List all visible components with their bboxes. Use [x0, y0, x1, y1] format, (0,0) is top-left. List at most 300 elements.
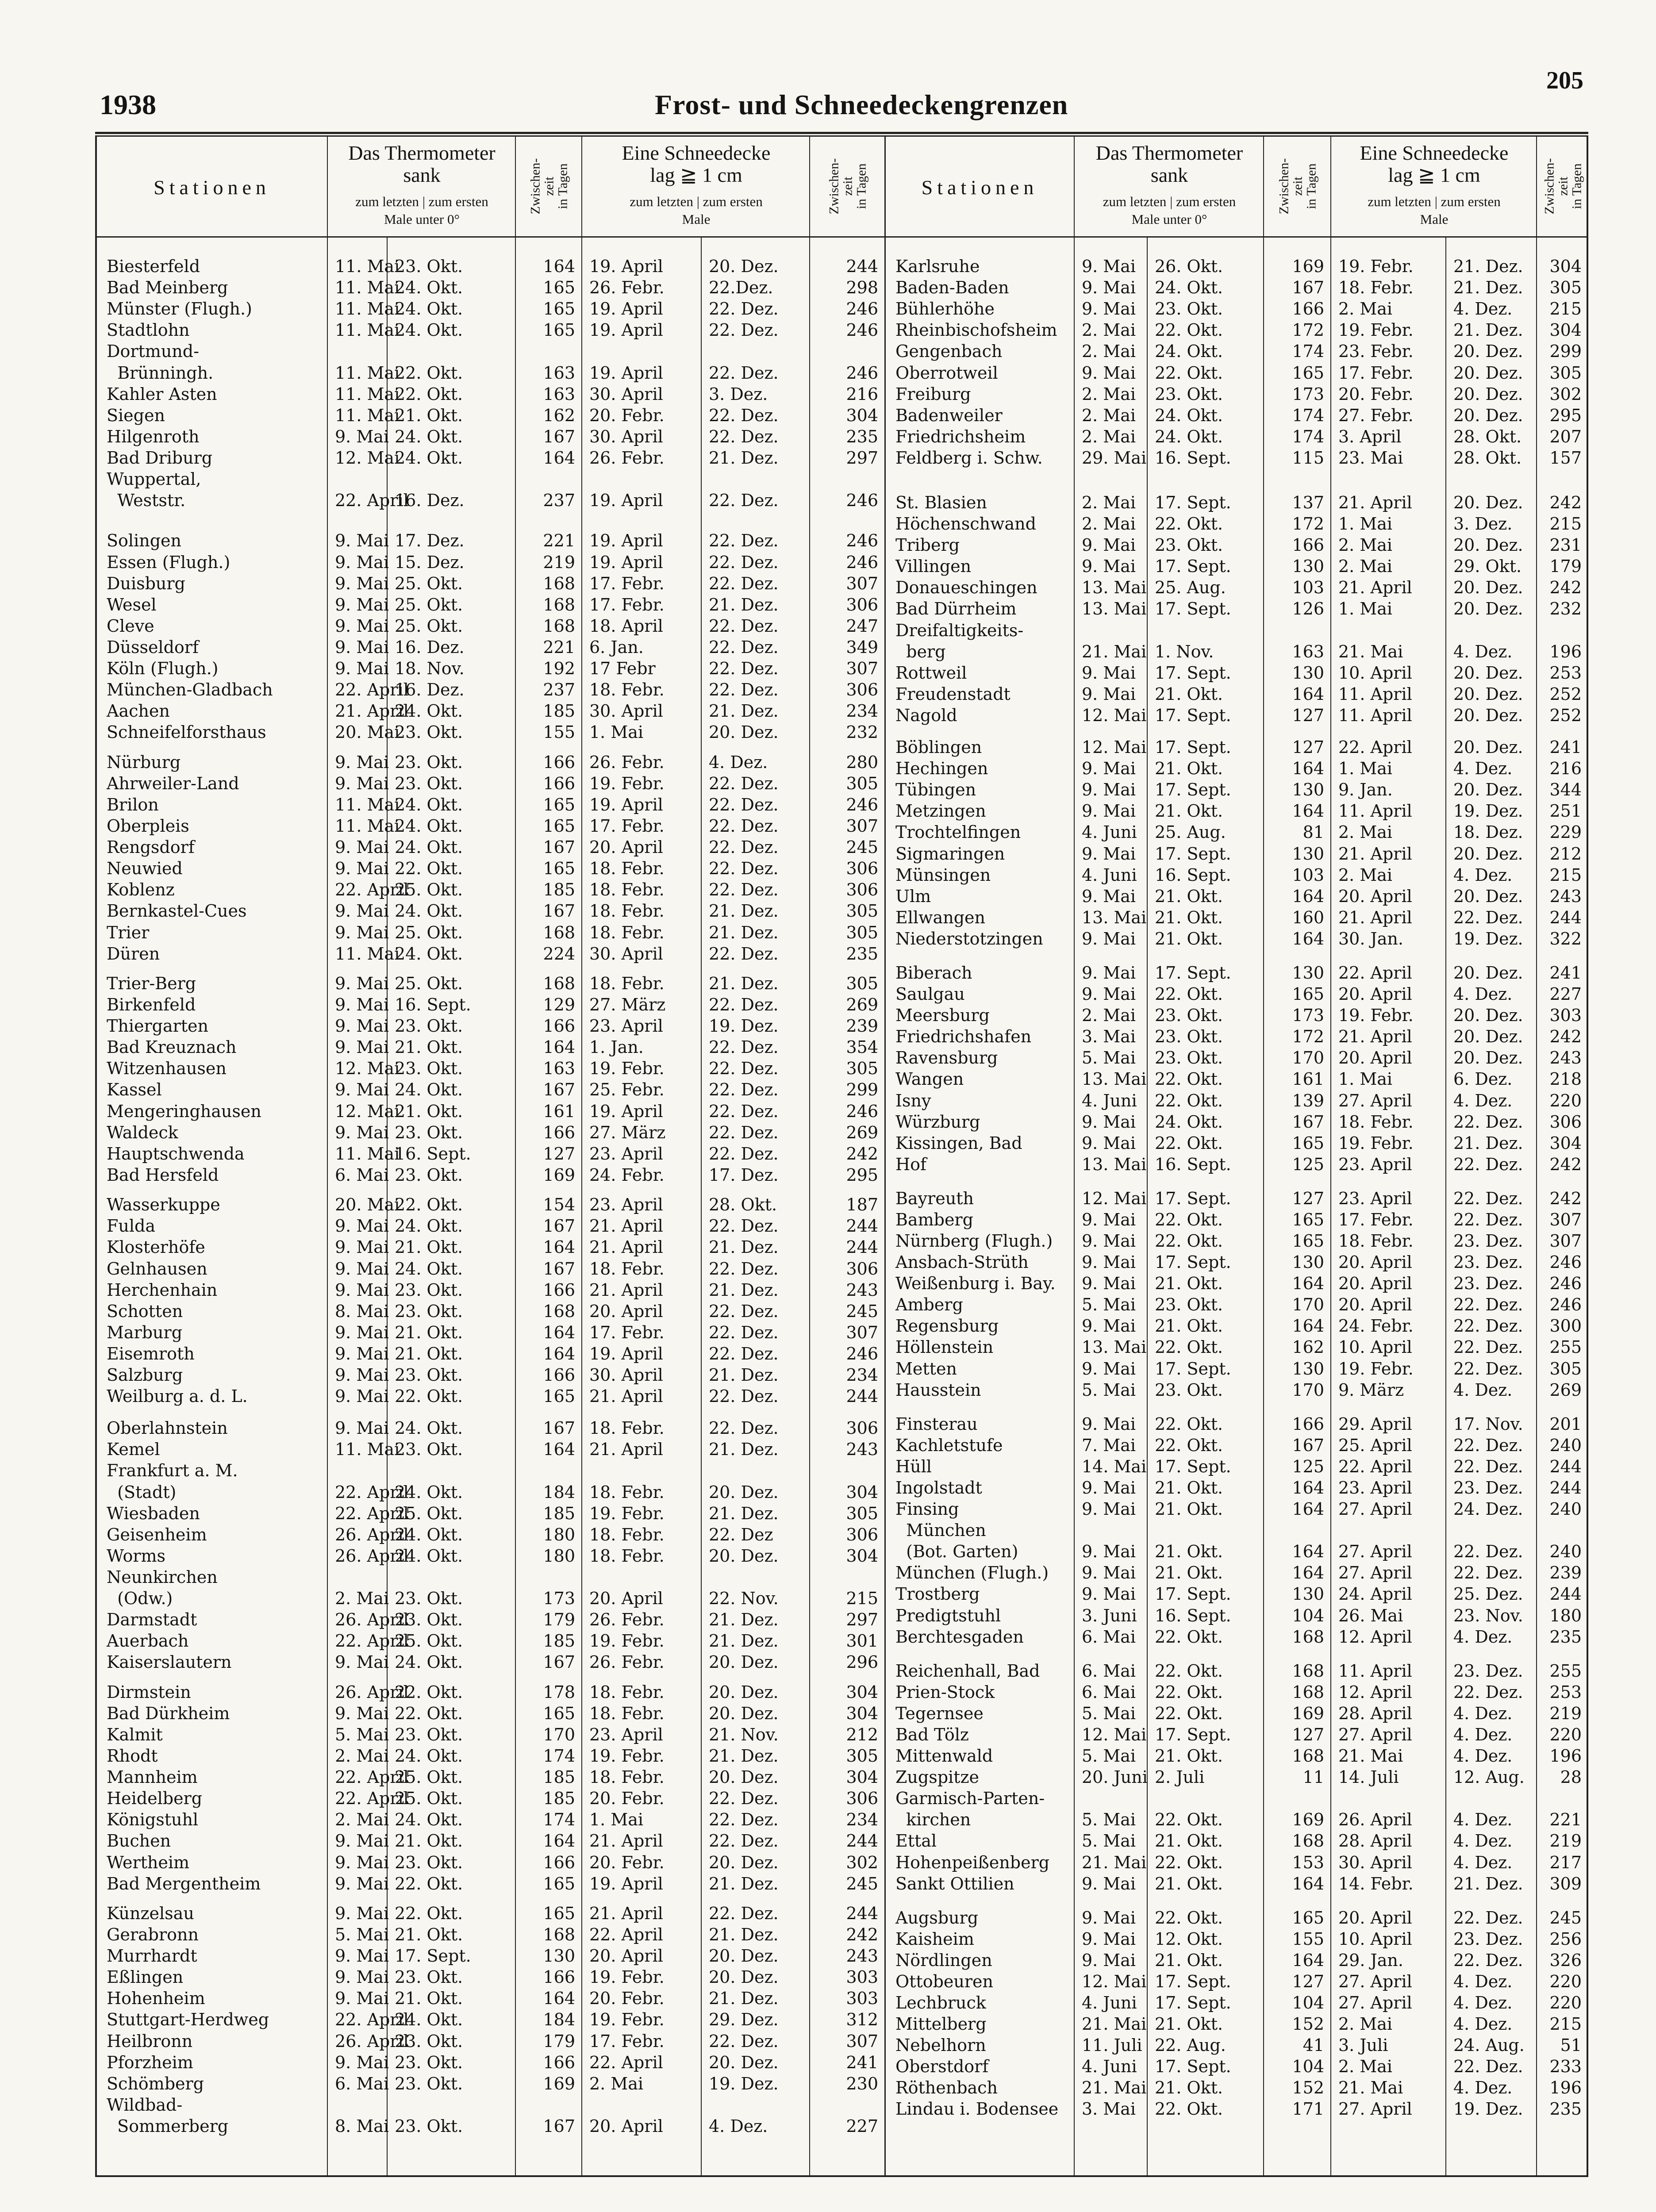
frost-free-days: 172 — [1292, 514, 1324, 534]
thermo-first: 22. Okt. — [1155, 1337, 1223, 1357]
col-divider: | — [693, 194, 703, 209]
station-name: Saulgau — [895, 984, 965, 1004]
table-row — [97, 995, 884, 1015]
station-name: Marburg — [107, 1322, 183, 1342]
snow-free-days: 246 — [1549, 1252, 1582, 1272]
snow-free-days: 302 — [1549, 384, 1582, 404]
snow-last: 18. Febr. — [589, 901, 665, 921]
thermo-last: 26. April — [335, 1546, 409, 1566]
snow-first: 22. Dez. — [1453, 1563, 1523, 1583]
frost-free-days: 154 — [543, 1195, 575, 1215]
snow-free-days: 247 — [846, 616, 878, 636]
frost-free-days: 164 — [543, 1344, 575, 1363]
table-row — [97, 837, 884, 858]
snow-last: 20. April — [589, 837, 663, 857]
station-name: Bad Kreuznach — [107, 1037, 237, 1057]
snow-free-days: 243 — [1549, 886, 1582, 906]
station-name: München (Flugh.) — [895, 1563, 1049, 1583]
station-name: Höchenschwand — [895, 514, 1036, 534]
snow-first: 22. Dez. — [1453, 1682, 1523, 1702]
frost-free-days: 166 — [543, 1852, 575, 1872]
thermo-last: 22. April — [335, 1631, 409, 1651]
thermo-last: 8. Mai — [335, 2116, 389, 2136]
table-row — [97, 595, 884, 615]
station-name: Essen (Flugh.) — [107, 552, 231, 572]
thermo-last: 3. Juni — [1082, 1605, 1137, 1625]
snow-last: 20. Febr. — [589, 1852, 665, 1872]
station-name: Sankt Ottilien — [895, 1874, 1014, 1893]
station-name: Wildbad- — [107, 2095, 183, 2115]
station-name: Herchenhain — [107, 1280, 218, 1300]
frost-free-days: 164 — [543, 257, 575, 276]
thermo-last: 9. Mai — [1082, 1542, 1136, 1562]
thermo-last: 9. Mai — [335, 837, 389, 857]
snow-free-days: 234 — [846, 1810, 878, 1830]
table-row — [886, 844, 1588, 864]
thermo-first: 22. Okt. — [1155, 984, 1223, 1004]
snow-last: 19. April — [589, 552, 663, 572]
snow-free-days: 244 — [846, 1386, 878, 1406]
thermo-last: 9. Mai — [1082, 1231, 1136, 1251]
thermo-last: 9. Mai — [335, 1418, 389, 1438]
table-row — [886, 1788, 1588, 1809]
thermo-last: 22. April — [335, 1789, 409, 1809]
snow-last: 12. April — [1338, 1627, 1412, 1647]
snow-first: 21. Dez. — [709, 448, 779, 468]
station-name: Wertheim — [107, 1852, 190, 1872]
snow-last: 1. Mai — [589, 722, 644, 742]
frost-free-days: 153 — [1292, 1852, 1324, 1872]
frost-free-days: 174 — [543, 1810, 575, 1830]
snow-last: 20. April — [1338, 886, 1412, 906]
thermo-last: 2. Mai — [1082, 405, 1136, 425]
snow-free-days: 307 — [846, 1322, 878, 1342]
thermo-first: 23. Okt. — [395, 1365, 463, 1385]
snow-free-days: 196 — [1549, 641, 1582, 661]
thermo-last: 5. Mai — [335, 1724, 389, 1744]
thermo-first: 22. Okt. — [1155, 1414, 1223, 1434]
thermo-first: 17. Sept. — [1155, 1359, 1231, 1379]
snow-free-days: 297 — [846, 1610, 878, 1630]
snow-first: 20. Dez. — [1453, 663, 1523, 683]
snow-free-days: 201 — [1549, 1414, 1582, 1434]
table-row — [97, 1301, 884, 1322]
frost-free-days: 164 — [1292, 801, 1324, 821]
snow-first: 18. Dez. — [1453, 822, 1523, 842]
thermometer-male: Male unter 0° — [384, 211, 460, 227]
station-name: Münster (Flugh.) — [107, 299, 252, 319]
snow-first: 4. Dez. — [1453, 1703, 1513, 1723]
frost-free-days: 164 — [1292, 886, 1324, 906]
snow-first: 20. Dez. — [1453, 1027, 1523, 1047]
snow-free-days: 312 — [846, 2010, 878, 2030]
snow-free-days: 246 — [846, 795, 878, 814]
snow-free-days: 322 — [1549, 929, 1582, 949]
table-row — [886, 907, 1588, 928]
thermo-last: 9. Mai — [1082, 1210, 1136, 1229]
thermo-last: 9. Mai — [335, 1080, 389, 1100]
snow-free-days: 179 — [1549, 557, 1582, 576]
station-name: Siegen — [107, 405, 165, 425]
thermo-first: 16. Sept. — [1155, 448, 1231, 468]
snow-last: 19. April — [589, 795, 663, 814]
station-name: Dreifaltigkeits- — [895, 620, 1024, 640]
snow-last: 27. April — [1338, 1563, 1412, 1583]
frost-free-days: 173 — [1292, 1006, 1324, 1025]
thermo-last: 22. April — [335, 1767, 409, 1787]
thermo-first: 23. Okt. — [1155, 1295, 1223, 1315]
station-name: Nördlingen — [895, 1950, 992, 1970]
table-row — [97, 1165, 884, 1186]
col-zum-ersten: zum ersten — [428, 194, 488, 209]
thermo-first: 16. Sept. — [395, 995, 471, 1015]
table-row — [97, 858, 884, 879]
frost-free-days: 166 — [543, 1122, 575, 1142]
table-row — [97, 1439, 884, 1460]
snow-free-days: 246 — [846, 531, 878, 551]
snow-last: 19. April — [589, 363, 663, 383]
snow-first: 20. Dez. — [1453, 737, 1523, 757]
thermo-last: 11. Mai — [335, 795, 400, 814]
thermo-last: 9. Mai — [335, 995, 389, 1015]
table-row — [97, 405, 884, 426]
station-name: Triberg — [895, 535, 960, 555]
thermo-last: 9. Mai — [1082, 299, 1136, 319]
station-name: Kachletstufe — [895, 1435, 1003, 1455]
thermo-first: 22. Okt. — [1155, 363, 1223, 383]
snow-first: 4. Dez. — [709, 752, 768, 772]
col-zum-ersten: zum ersten — [1441, 194, 1501, 209]
table-row — [97, 1101, 884, 1122]
frost-free-days: 178 — [543, 1682, 575, 1702]
snow-first: 4. Dez. — [1453, 865, 1513, 885]
thermo-last: 9. Mai — [1082, 1584, 1136, 1604]
thermo-first: 22. Aug. — [1155, 2035, 1226, 2055]
snow-free-days: 234 — [846, 701, 878, 721]
snow-first: 22. Dez. — [709, 1144, 779, 1164]
snow-free-days: 344 — [1549, 780, 1582, 800]
snow-first: 4. Dez. — [1453, 2014, 1513, 2034]
thermo-first: 17. Sept. — [1155, 705, 1231, 725]
snow-first: 4. Dez. — [1453, 1971, 1513, 1991]
table-row — [886, 1133, 1588, 1154]
frost-free-days: 127 — [543, 1144, 575, 1164]
thermo-first: 25. Okt. — [395, 973, 463, 993]
thermo-first: 24. Okt. — [1155, 342, 1223, 361]
thermo-last: 9. Mai — [1082, 257, 1136, 276]
thermometer-subtitle: sank — [1150, 164, 1188, 186]
thermo-first: 23. Okt. — [395, 1280, 463, 1300]
snow-last: 27. April — [1338, 1971, 1412, 1991]
snow-first: 22. Dez. — [709, 1344, 779, 1363]
schneedecke-male: Male — [682, 211, 711, 227]
snow-last: 19. Febr. — [589, 2010, 665, 2030]
station-name: Thiergarten — [107, 1016, 209, 1036]
snow-free-days: 244 — [846, 1831, 878, 1851]
snow-last: 21. Mai — [1338, 641, 1403, 661]
frost-free-days: 139 — [1292, 1091, 1324, 1110]
snow-first: 21. Nov. — [709, 1724, 779, 1744]
frost-free-days: 185 — [543, 1789, 575, 1809]
station-name: Stuttgart-Herdweg — [107, 2010, 269, 2030]
snow-first: 22. Dez. — [709, 680, 779, 700]
snow-free-days: 235 — [846, 426, 878, 446]
thermo-first: 24. Okt. — [395, 278, 463, 298]
snow-free-days: 241 — [1549, 963, 1582, 983]
thermo-last: 13. Mai — [1082, 1154, 1147, 1174]
station-name: Predigtstuhl — [895, 1605, 1001, 1625]
snow-first: 4. Dez. — [1453, 1380, 1513, 1400]
snow-free-days: 187 — [846, 1195, 878, 1215]
frost-free-days: 170 — [1292, 1048, 1324, 1068]
thermo-first: 22. Okt. — [395, 363, 463, 383]
station-name: Reichenhall, Bad — [895, 1661, 1040, 1681]
snow-free-days: 246 — [846, 299, 878, 319]
snow-first: 23. Nov. — [1453, 1605, 1523, 1625]
snow-last: 18. Febr. — [589, 1546, 665, 1566]
thermo-first: 23. Okt. — [395, 2116, 463, 2136]
thermo-last: 9. Mai — [335, 1322, 389, 1342]
table-row — [886, 886, 1588, 907]
station-name: Sommerberg — [107, 2116, 229, 2136]
snow-first: 20. Dez. — [709, 1967, 779, 1987]
thermo-first: 22. Okt. — [1155, 1133, 1223, 1153]
table-row — [97, 1988, 884, 2009]
snow-first: 22. Dez. — [1453, 1456, 1523, 1476]
table-row — [886, 514, 1588, 534]
thermo-first: 23. Okt. — [1155, 1048, 1223, 1068]
frost-free-days: 164 — [543, 1440, 575, 1459]
snow-free-days: 216 — [1549, 759, 1582, 779]
header-schneedecke — [1330, 137, 1537, 236]
thermo-last: 7. Mai — [1082, 1435, 1136, 1455]
snow-first: 22. Dez. — [709, 1259, 779, 1279]
snow-first: 22. Dez. — [709, 995, 779, 1015]
table-row — [886, 1874, 1588, 1894]
snow-last: 19. April — [589, 299, 663, 319]
thermo-last: 11. Mai — [335, 363, 400, 383]
station-name: Prien-Stock — [895, 1682, 995, 1702]
table-row — [97, 1746, 884, 1767]
snow-last: 20. Febr. — [589, 1789, 665, 1809]
thermo-last: 2. Mai — [335, 1746, 389, 1766]
snow-last: 19. Febr. — [589, 1059, 665, 1079]
thermo-first: 22. Okt. — [1155, 1908, 1223, 1928]
thermo-first: 23. Okt. — [395, 1967, 463, 1987]
snow-free-days: 306 — [846, 1259, 878, 1279]
snow-first: 6. Dez. — [1453, 1069, 1513, 1089]
snow-last: 2. Mai — [1338, 822, 1393, 842]
frost-free-days: 165 — [1292, 1231, 1324, 1251]
thermo-last: 20. Juni — [1082, 1767, 1148, 1787]
thermo-first: 23. Okt. — [395, 1852, 463, 1872]
header-zwischenzeit-schnee — [809, 137, 885, 236]
snow-free-days: 298 — [846, 278, 878, 298]
thermo-last: 2. Mai — [335, 1810, 389, 1830]
frost-free-days: 173 — [543, 1589, 575, 1609]
frost-free-days: 130 — [1292, 1359, 1324, 1379]
frost-free-days: 166 — [543, 752, 575, 772]
snow-first: 20. Dez. — [709, 1482, 779, 1502]
thermo-first: 21. Okt. — [1155, 1746, 1223, 1766]
snow-last: 20. April — [589, 1589, 663, 1609]
thermometer-columns — [1075, 194, 1264, 209]
frost-free-days: 163 — [1292, 641, 1324, 661]
thermo-last: 9. Mai — [335, 1037, 389, 1057]
snow-free-days: 243 — [846, 1946, 878, 1966]
station-name: Darmstadt — [107, 1610, 197, 1630]
station-name: Isny — [895, 1091, 931, 1110]
snow-last: 30. April — [589, 426, 663, 446]
frost-free-days: 167 — [543, 1216, 575, 1236]
snow-last: 27. März — [589, 995, 666, 1015]
frost-free-days: 221 — [543, 637, 575, 657]
table-row — [886, 1661, 1588, 1682]
snow-last: 19. April — [589, 531, 663, 551]
col-zum-letzten: zum letzten — [1103, 194, 1167, 209]
snow-free-days: 51 — [1560, 2035, 1582, 2055]
station-name: Heidelberg — [107, 1789, 203, 1809]
snow-last: 19. Febr. — [589, 1967, 665, 1987]
table-row — [886, 1929, 1588, 1950]
frost-free-days: 168 — [543, 922, 575, 942]
table-row — [886, 963, 1588, 983]
thermo-first: 24. Okt. — [1155, 1112, 1223, 1132]
station-name: Worms — [107, 1546, 166, 1566]
thermo-last: 13. Mai — [1082, 578, 1147, 598]
table-row — [97, 616, 884, 637]
snow-last: 23. April — [1338, 1188, 1412, 1208]
station-name: Wuppertal, — [107, 469, 201, 489]
table-row — [886, 363, 1588, 384]
frost-free-days: 130 — [1292, 844, 1324, 864]
snow-first: 20. Dez. — [1453, 492, 1523, 512]
snow-last: 27. April — [1338, 1724, 1412, 1744]
snow-first: 4. Dez. — [1453, 1852, 1513, 1872]
frost-free-days: 130 — [1292, 780, 1324, 800]
snow-first: 21. Dez. — [709, 595, 779, 614]
station-name: Bad Meinberg — [107, 278, 228, 298]
station-name: Kassel — [107, 1080, 162, 1100]
table-row — [886, 1456, 1588, 1477]
snow-first: 4. Dez. — [1453, 641, 1513, 661]
thermo-first: 21. Okt. — [1155, 2078, 1223, 2098]
snow-first: 4. Dez. — [1453, 1724, 1513, 1744]
snow-free-days: 196 — [1549, 1746, 1582, 1766]
snow-first: 21. Dez. — [1453, 1874, 1523, 1893]
thermo-last: 9. Mai — [335, 859, 389, 879]
snow-first: 20. Dez. — [709, 1852, 779, 1872]
snow-first: 21. Dez. — [709, 1280, 779, 1300]
snow-last: 19. April — [589, 1874, 663, 1893]
snow-free-days: 215 — [1549, 514, 1582, 534]
frost-free-days: 168 — [1292, 1746, 1324, 1766]
frost-free-days: 167 — [1292, 1435, 1324, 1455]
snow-free-days: 296 — [846, 1652, 878, 1672]
snow-first: 23. Dez. — [1453, 1274, 1523, 1294]
snow-first: 23. Dez. — [1453, 1252, 1523, 1272]
snow-first: 22. Dez. — [709, 1080, 779, 1100]
table-row — [97, 2116, 884, 2137]
thermo-last: 21. April — [335, 701, 409, 721]
frost-free-days: 127 — [1292, 1188, 1324, 1208]
thermo-last: 12. Mai — [1082, 1724, 1147, 1744]
table-row — [97, 773, 884, 794]
snow-first: 21. Dez. — [1453, 278, 1523, 298]
thermo-first: 15. Dez. — [395, 552, 465, 572]
schneedecke-columns — [582, 194, 810, 209]
snow-first: 20. Dez. — [709, 1652, 779, 1672]
thermo-first: 22. Okt. — [1155, 1091, 1223, 1110]
snow-free-days: 229 — [1549, 822, 1582, 842]
thermo-last: 6. Mai — [335, 2074, 389, 2093]
thermo-first: 17. Sept. — [1155, 1188, 1231, 1208]
frost-free-days: 170 — [543, 1724, 575, 1744]
thermo-first: 1. Nov. — [1155, 641, 1214, 661]
station-name: Schömberg — [107, 2074, 204, 2093]
station-name: Waldeck — [107, 1122, 178, 1142]
thermo-first: 22. Okt. — [1155, 1703, 1223, 1723]
thermo-last: 11. Mai — [335, 944, 400, 964]
thermo-first: 17. Sept. — [1155, 737, 1231, 757]
table-row — [97, 1237, 884, 1258]
station-name: Mengeringhausen — [107, 1101, 261, 1121]
thermo-first: 21. Okt. — [395, 1037, 463, 1057]
col-zum-ersten: zum ersten — [1176, 194, 1236, 209]
snow-free-days: 244 — [846, 1903, 878, 1923]
table-row — [97, 1946, 884, 1966]
table-row — [97, 1809, 884, 1830]
thermo-last: 22. April — [335, 491, 409, 511]
snow-last: 1. Mai — [1338, 1069, 1393, 1089]
frost-free-days: 164 — [543, 1322, 575, 1342]
snow-first: 20. Dez. — [1453, 1006, 1523, 1025]
frost-free-days: 164 — [1292, 1950, 1324, 1970]
snow-free-days: 215 — [1549, 2014, 1582, 2034]
thermo-last: 9. Mai — [335, 1874, 389, 1893]
table-row — [886, 1584, 1588, 1605]
thermo-last: 9. Mai — [1082, 1929, 1136, 1949]
table-row — [886, 1005, 1588, 1026]
snow-first: 22. Dez. — [1453, 1188, 1523, 1208]
snow-first: 20. Dez. — [1453, 886, 1523, 906]
snow-last: 20. Febr. — [1338, 384, 1414, 404]
thermo-first: 25. Aug. — [1155, 822, 1226, 842]
snow-first: 22. Nov. — [709, 1589, 779, 1609]
snow-free-days: 242 — [1549, 578, 1582, 598]
station-name: Bernkastel-Cues — [107, 901, 247, 921]
table-row — [97, 299, 884, 319]
snow-free-days: 245 — [1549, 1908, 1582, 1928]
thermo-first: 22. Okt. — [395, 1386, 463, 1406]
station-name: Nürnberg (Flugh.) — [895, 1231, 1053, 1251]
snow-free-days: 221 — [1549, 1810, 1582, 1830]
frost-free-days: 173 — [1292, 384, 1324, 404]
snow-free-days: 246 — [1549, 1295, 1582, 1315]
frost-free-days: 163 — [543, 1059, 575, 1079]
snow-last: 24. April — [1338, 1584, 1412, 1604]
station-name: Bayreuth — [895, 1188, 974, 1208]
frost-free-days: 165 — [543, 816, 575, 836]
station-name: Kalmit — [107, 1724, 163, 1744]
snow-first: 20. Dez. — [1453, 780, 1523, 800]
snow-first: 22. Dez. — [709, 1301, 779, 1321]
frost-free-days: 237 — [543, 680, 575, 700]
table-row — [886, 737, 1588, 758]
snow-first: 19. Dez. — [1453, 801, 1523, 821]
thermo-first: 17. Sept. — [1155, 1456, 1231, 1476]
thermo-first: 23. Okt. — [395, 1059, 463, 1079]
